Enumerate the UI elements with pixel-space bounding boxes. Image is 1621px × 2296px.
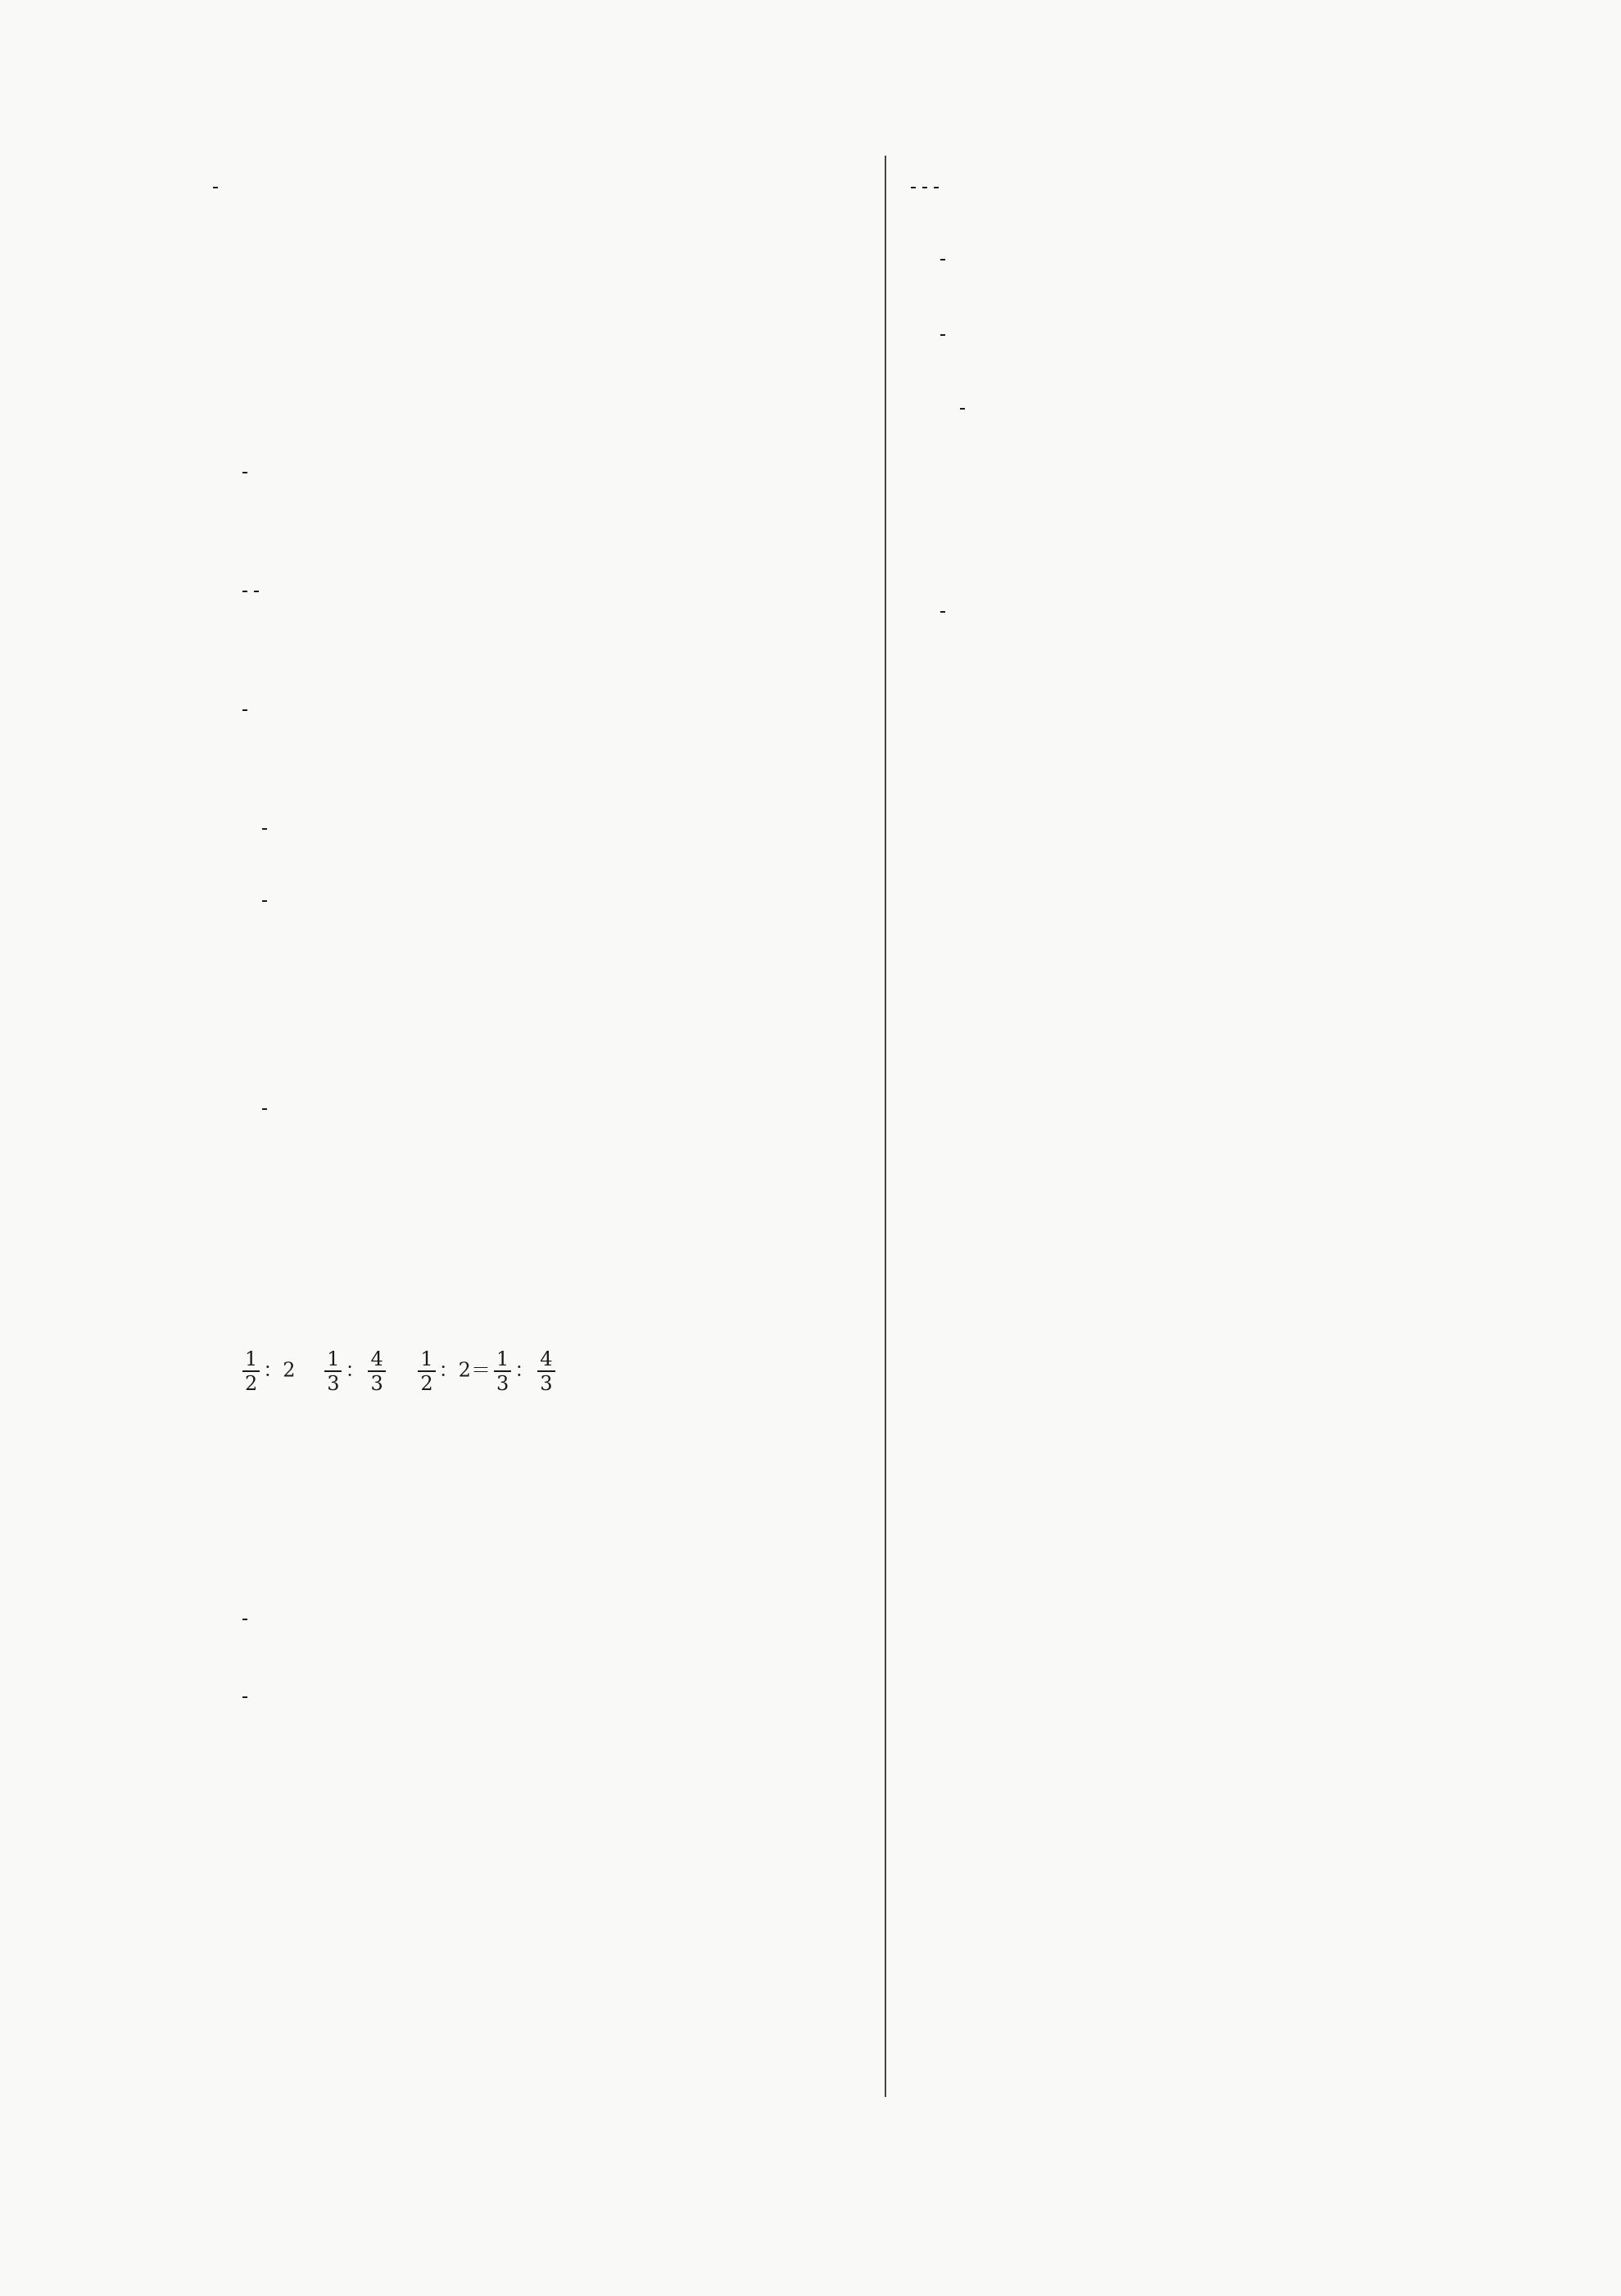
column-divider xyxy=(885,156,886,2097)
frac xyxy=(254,591,259,592)
left-line-1 xyxy=(210,174,221,198)
right-line-3 xyxy=(937,321,949,346)
frac xyxy=(934,187,939,188)
left-line-7 xyxy=(239,459,251,483)
frac xyxy=(242,472,247,473)
left-line-14 xyxy=(259,887,270,912)
frac xyxy=(262,1108,267,1110)
frac xyxy=(242,1619,247,1620)
left-line-13 xyxy=(259,815,270,840)
left-line-9 xyxy=(239,577,262,602)
left-line-11 xyxy=(239,696,251,721)
frac: $\frac{1}{3}$ xyxy=(324,1347,342,1395)
frac xyxy=(242,709,247,711)
right-line-2 xyxy=(937,246,949,270)
frac: $\frac{1}{3}$ xyxy=(494,1347,511,1395)
left-line-18 xyxy=(259,1095,270,1120)
left-line-29 xyxy=(239,1683,251,1708)
frac xyxy=(922,187,927,188)
frac xyxy=(262,900,267,902)
frac xyxy=(242,591,247,592)
right-line-8 xyxy=(937,598,949,623)
right-line-1 xyxy=(908,174,942,198)
frac: $\frac{1}{2}$ xyxy=(242,1347,260,1395)
left-line-23: $\frac{1}{2}$ ：2 $\frac{1}{3}$ ： $\frac{4}{3}$ $\frac{1}{2}$ ：2＝ $\frac{1}{3}$ ： $\frac{4}{3}$ xyxy=(239,1347,559,1395)
frac xyxy=(911,187,916,188)
frac: $\frac{4}{3}$ xyxy=(368,1347,385,1395)
frac xyxy=(242,1696,247,1698)
frac xyxy=(940,259,945,260)
frac xyxy=(960,408,965,410)
frac xyxy=(940,611,945,613)
frac xyxy=(940,334,945,336)
frac: $\frac{4}{3}$ xyxy=(537,1347,555,1395)
right-line-4 xyxy=(957,395,968,419)
frac xyxy=(262,828,267,830)
frac xyxy=(213,187,218,188)
frac: $\frac{1}{2}$ xyxy=(418,1347,435,1395)
left-line-28 xyxy=(239,1605,251,1630)
